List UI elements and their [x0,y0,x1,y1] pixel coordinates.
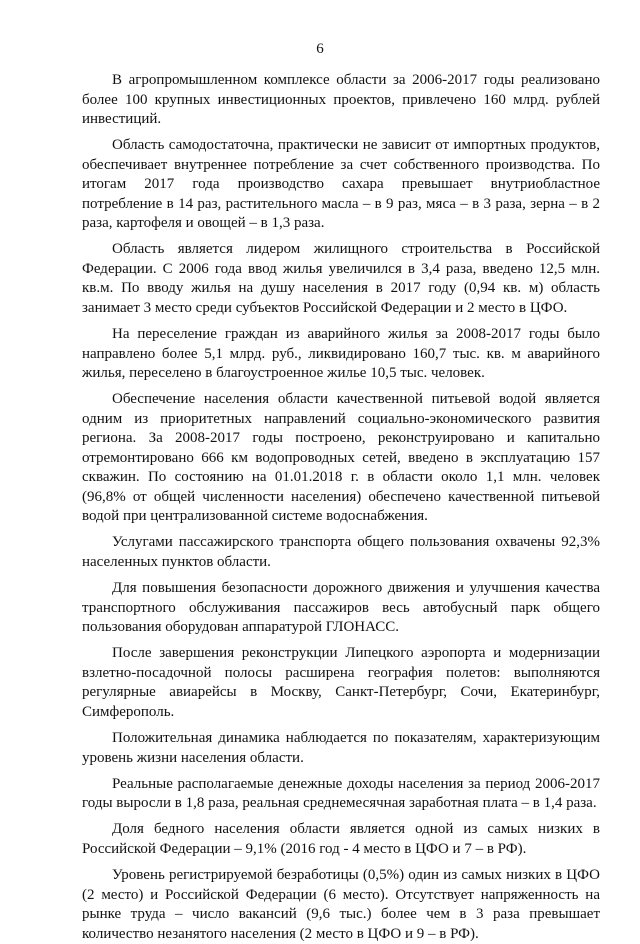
paragraph-line: кв.м. По вводу жилья на душу населения в 2017 году (0,94 кв. м) область [82,280,600,297]
paragraph-line: Симферополь. [82,703,175,720]
paragraph [82,240,600,318]
paragraph-line: одним из приоритетных направлений социально-экономического развития [82,410,600,427]
paragraph-line: транспортного обслуживания пассажиров весь автобусный парк общего [82,599,600,616]
paragraph-line: уровень жизни населения области. [82,749,304,766]
paragraph-line: пользования оборудован аппаратурой ГЛОНАСС. [82,619,399,636]
paragraph-line: (96,8% от общей численности населения) обеспечено качественной питьевой [82,488,600,505]
paragraph-gap [82,318,600,325]
paragraph-line: Доля бедного населения области является одной из самых низких в [112,821,600,838]
paragraph [82,775,600,814]
paragraph-line: Область является лидером жилищного строительства в Российской [112,241,600,258]
page-number: 6 [316,41,324,57]
paragraph-line: Реальные располагаемые денежные доходы населения за период 2006-2017 [112,775,600,792]
paragraph [82,390,600,527]
paragraph-line: итогам 2017 года производство сахара превышает внутриобластное [82,176,600,193]
paragraph-line: инвестиций. [82,111,162,127]
paragraph-line: жилья, переселено в благоустроенное жилье 10,5 тыс. человек. [82,365,485,382]
paragraph-line: Федерации. С 2006 года ввод жилья увеличился в 3,4 раза, введено 12,5 млн. [82,260,600,277]
paragraph-line: отремонтировано 666 км водопроводных сетей, введено в эксплуатацию 157 [82,449,600,466]
paragraph-gap [82,638,600,645]
paragraph-gap [82,572,600,579]
paragraph [82,820,600,859]
paragraph-line: (2 место) и Российской Федерации (6 место). Отсутствует напряженность на [82,886,600,903]
paragraph-line: взлетно-посадочной полосы расширена география полетов: выполняются [82,664,600,681]
paragraph-line: водой при централизованной системе водоснабжения. [82,508,428,525]
paragraph-line: Для повышения безопасности дорожного движения и улучшения качества [112,580,600,597]
paragraph [82,729,600,768]
paragraph-line: занимает 3 место среди субъектов Российской Федерации и 2 место в ЦФО. [82,299,568,316]
paragraph-line: скважин. По состоянию на 01.01.2018 г. в области около 1,1 млн. человек [82,469,600,486]
paragraph [82,866,600,944]
document-body [82,71,600,944]
paragraph-line: рынке труда – число вакансий (9,6 тыс.) более чем в 3 раза превышает [82,906,600,923]
paragraph-line: раза, картофеля и овощей – в 1,3 раза. [82,215,325,232]
paragraph-line: потребление в 14 раз, растительного масла – в 9 раз, мяса – в 3 раза, зерна – в 2 [82,195,600,212]
paragraph-line: обеспечивает внутреннее потребление за счет собственного производства. По [82,156,600,173]
paragraph [82,71,600,130]
paragraph-line: количество незанятого населения (2 место в ЦФО и 9 – в РФ). [82,925,479,942]
paragraph-line: направлено более 5,1 млрд. руб., ликвидировано 160,7 тыс. кв. м аварийного [82,345,600,362]
paragraph-line: Российской Федерации – 9,1% (2016 год - 4 место в ЦФО и 7 – в РФ). [82,840,527,857]
paragraph [82,136,600,234]
paragraph-line: Положительная динамика наблюдается по показателям, характеризующим [112,730,600,746]
paragraph-line: В агропромышленном комплексе области за 2006-2017 годы реализовано [112,72,600,88]
paragraph-line: Обеспечение населения области качественной питьевой водой является [112,391,600,408]
paragraph-line: региона. За 2008-2017 годы построено, реконструировано и капитально [82,430,600,447]
paragraph [82,579,600,638]
paragraph-line: регулярные авиарейсы в Москву, Санкт-Петербург, Сочи, Екатеринбург, [82,684,600,701]
paragraph-line: После завершения реконструкции Липецкого аэропорта и модернизации [112,645,600,662]
paragraph-gap [82,814,600,821]
paragraph-line: Уровень регистрируемой безработицы (0,5%) один из самых низких в ЦФО [112,867,600,884]
paragraph-gap [82,234,600,241]
paragraph [82,644,600,722]
paragraph-line: Область самодостаточна, практически не зависит от импортных продуктов, [112,137,600,154]
paragraph [82,533,600,572]
paragraph-gap [82,768,600,775]
paragraph-gap [82,130,600,137]
paragraph-line: На переселение граждан из аварийного жилья за 2008-2017 годы было [112,326,600,343]
paragraph-line: населенных пунктов области. [82,553,271,570]
paragraph-gap [82,722,600,729]
paragraph-line: Услугами пассажирского транспорта общего пользования охвачены 92,3% [112,534,600,551]
paragraph-gap [82,527,600,534]
paragraph-line: годы выросли в 1,8 раза, реальная среднемесячная заработная плата – в 1,4 раза. [82,795,597,812]
paragraph-gap [82,384,600,391]
paragraph-line: более 100 крупных инвестиционных проектов, привлечено 160 млрд. рублей [82,91,600,108]
paragraph-gap [82,859,600,866]
paragraph [82,325,600,384]
